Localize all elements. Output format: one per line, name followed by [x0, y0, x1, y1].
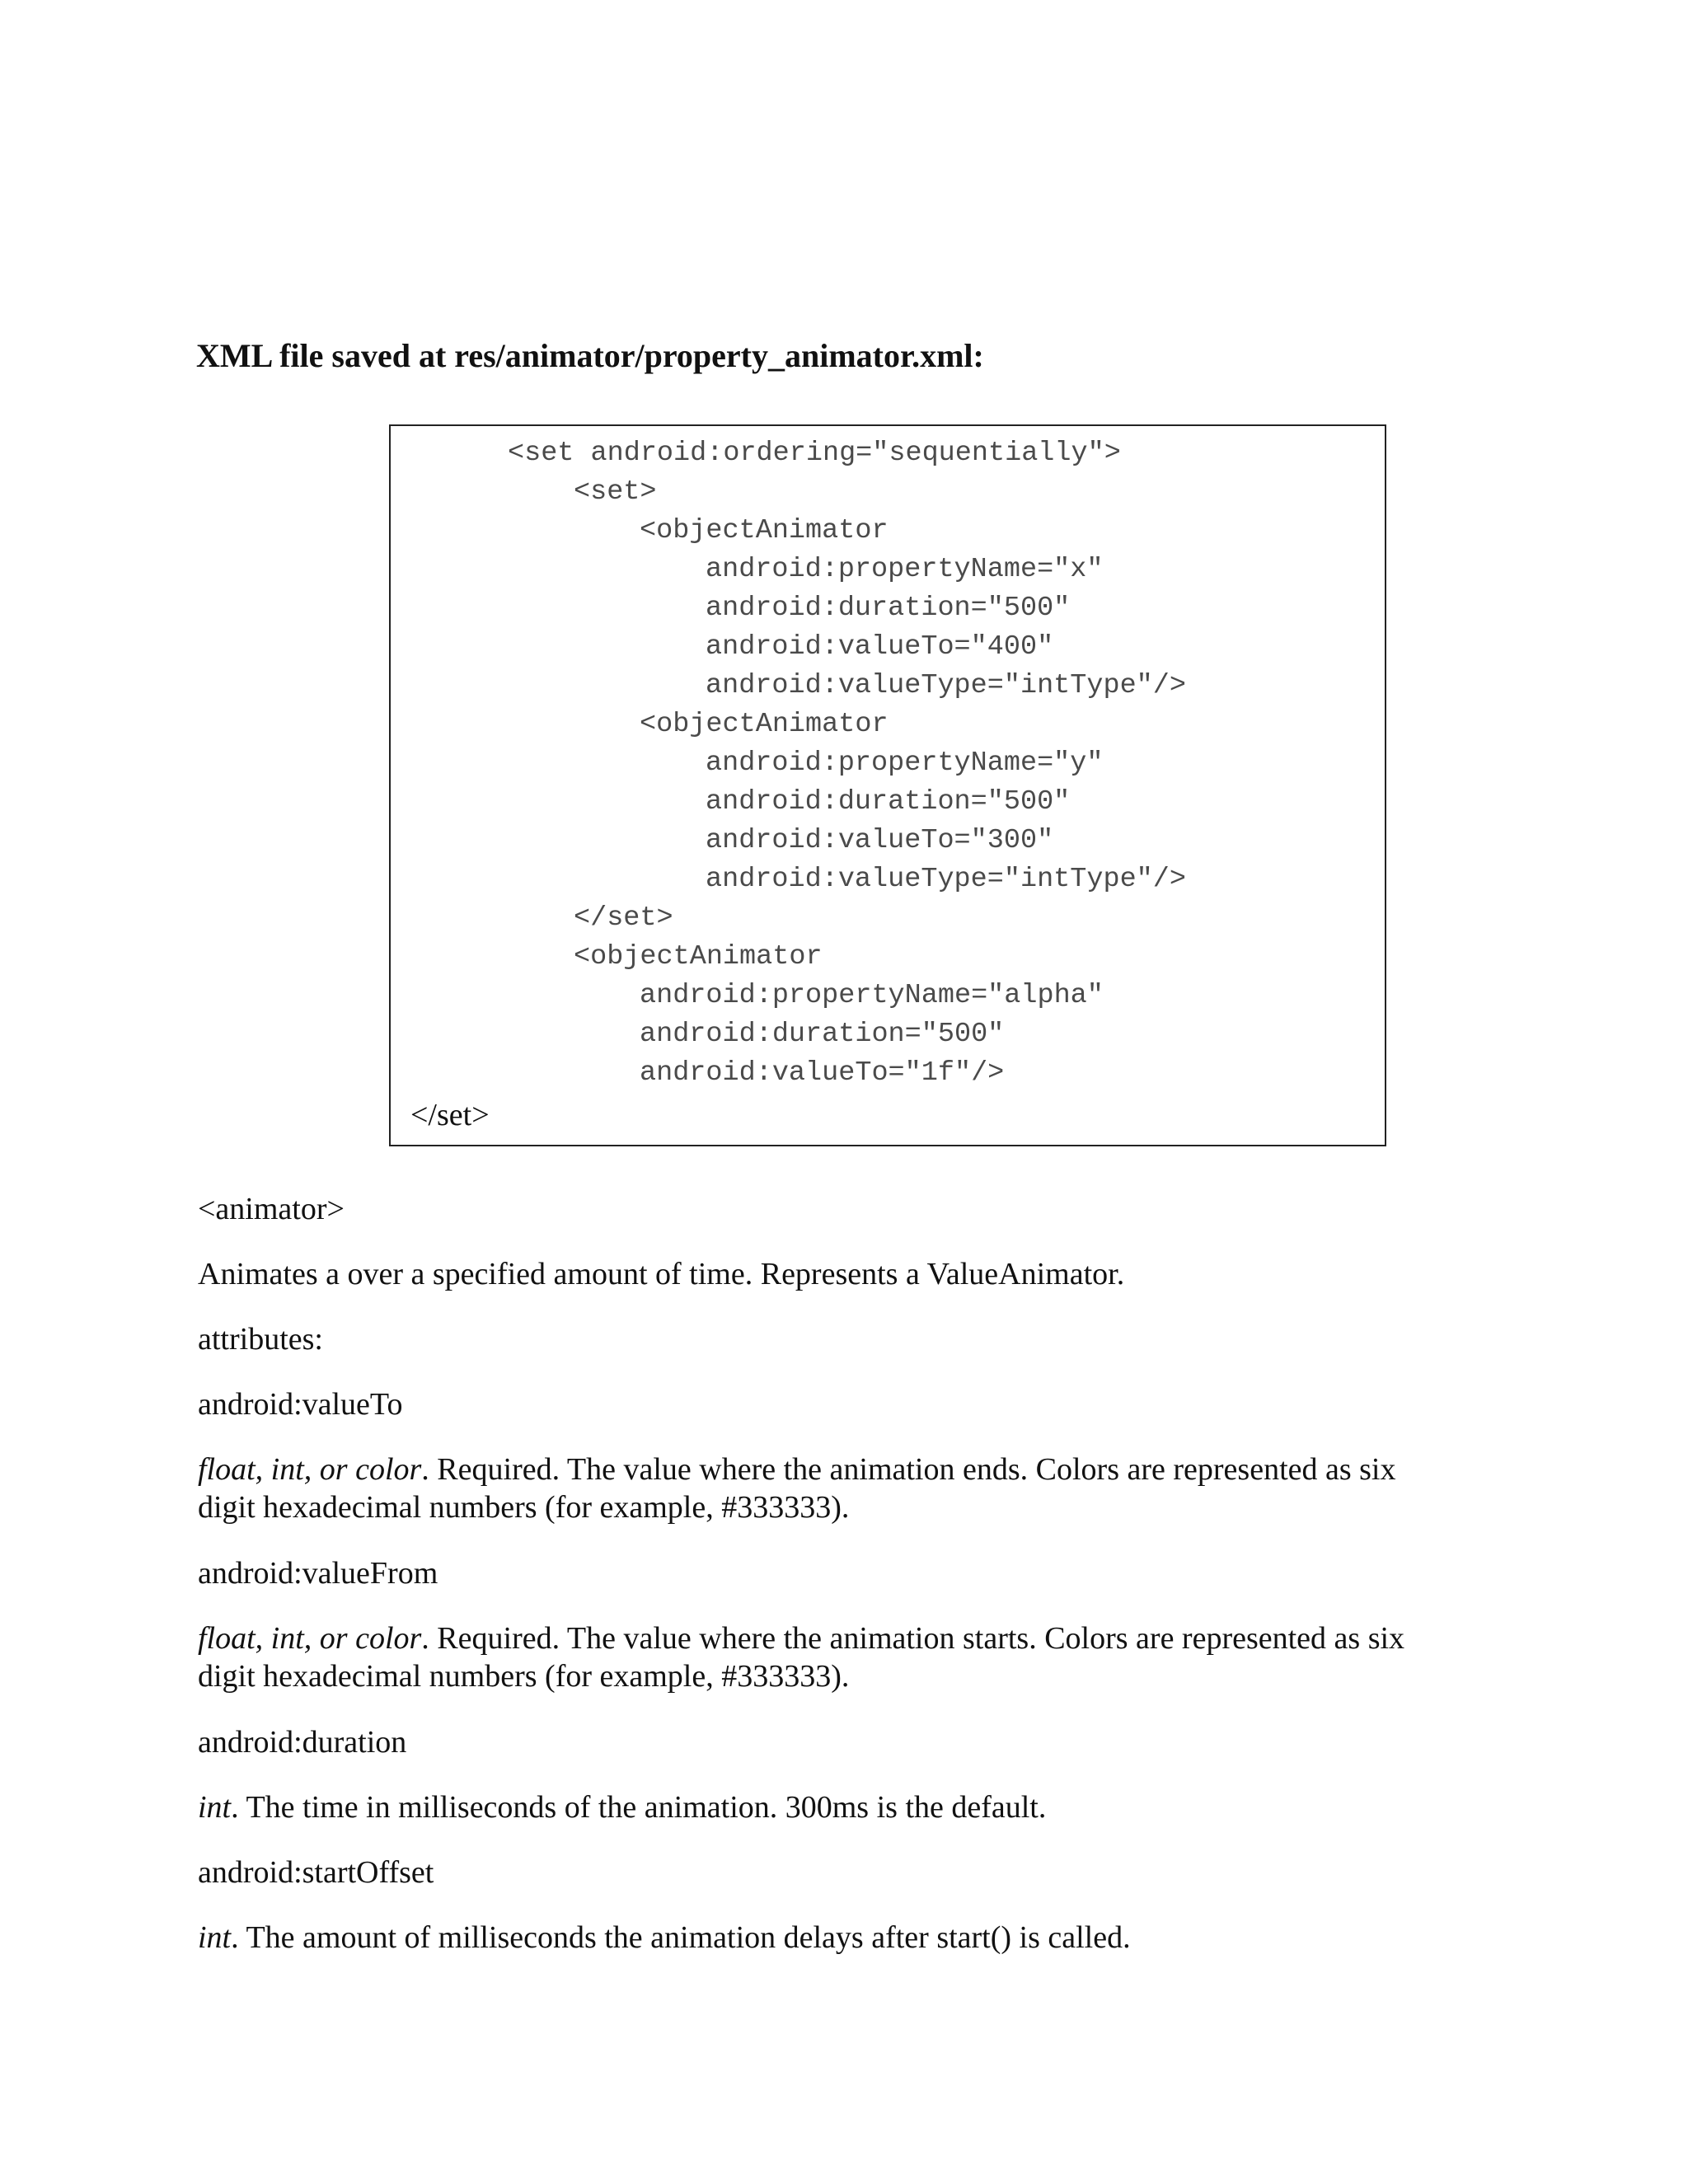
code-line: android:valueTo="300" [706, 825, 1054, 856]
code-line: android:duration="500" [706, 593, 1071, 624]
code-block [389, 424, 1386, 1146]
code-line: android:propertyName="x" [706, 554, 1104, 585]
code-line: <objectAnimator [574, 941, 823, 972]
element-tag: <animator> [198, 1192, 345, 1226]
attribute-name-duration: android:duration [198, 1725, 407, 1760]
attribute-name-start-offset: android:startOffset [198, 1855, 434, 1890]
attribute-name-value-from: android:valueFrom [198, 1556, 438, 1591]
attribute-type: int [198, 1790, 232, 1825]
attribute-desc-value-to [198, 1451, 1396, 1488]
attribute-desc-text: . The amount of milliseconds the animation delays after start() is called. [231, 1920, 1131, 1955]
attribute-name-value-to: android:valueTo [198, 1387, 403, 1422]
code-line: <set> [574, 476, 657, 508]
code-line: <objectAnimator [640, 709, 889, 740]
attribute-desc-start-offset [198, 1919, 1131, 1957]
attribute-desc-value-from [198, 1619, 1404, 1657]
code-line: android:valueType="intType"/> [706, 670, 1186, 701]
code-line: android:valueTo="1f"/> [640, 1057, 1005, 1089]
attribute-desc-value-from-cont: digit hexadecimal numbers (for example, #333333). [198, 1659, 850, 1694]
code-line: <set android:ordering="sequentially"> [508, 438, 1121, 469]
code-line: </set> [574, 902, 673, 934]
attributes-label: attributes: [198, 1322, 323, 1357]
attribute-desc-duration [198, 1788, 1046, 1826]
attribute-type: float, int, or color [198, 1621, 422, 1656]
attribute-desc-text: . The time in milliseconds of the animation. 300ms is the default. [231, 1790, 1047, 1825]
code-line: android:valueType="intType"/> [706, 864, 1186, 895]
attribute-type: float, int, or color [198, 1452, 422, 1487]
code-line: android:propertyName="y" [706, 748, 1104, 779]
attribute-type: int [198, 1920, 232, 1955]
section-heading: XML file saved at res/animator/property_animator.xml: [196, 337, 984, 374]
code-line: android:duration="500" [640, 1019, 1005, 1050]
attribute-desc-text: . Required. The value where the animation ends. Colors are represented as six [421, 1452, 1396, 1487]
element-description: Animates a over a specified amount of time. Represents a ValueAnimator. [198, 1257, 1125, 1291]
attribute-desc-text: . Required. The value where the animation starts. Colors are represented as six [421, 1621, 1405, 1656]
code-close-tag: </set> [410, 1098, 490, 1132]
attribute-desc-value-to-cont: digit hexadecimal numbers (for example, #333333). [198, 1490, 850, 1525]
code-line: <objectAnimator [640, 515, 889, 546]
code-line: android:propertyName="alpha" [640, 980, 1104, 1011]
code-line: android:duration="500" [706, 786, 1071, 818]
code-line: android:valueTo="400" [706, 631, 1054, 663]
